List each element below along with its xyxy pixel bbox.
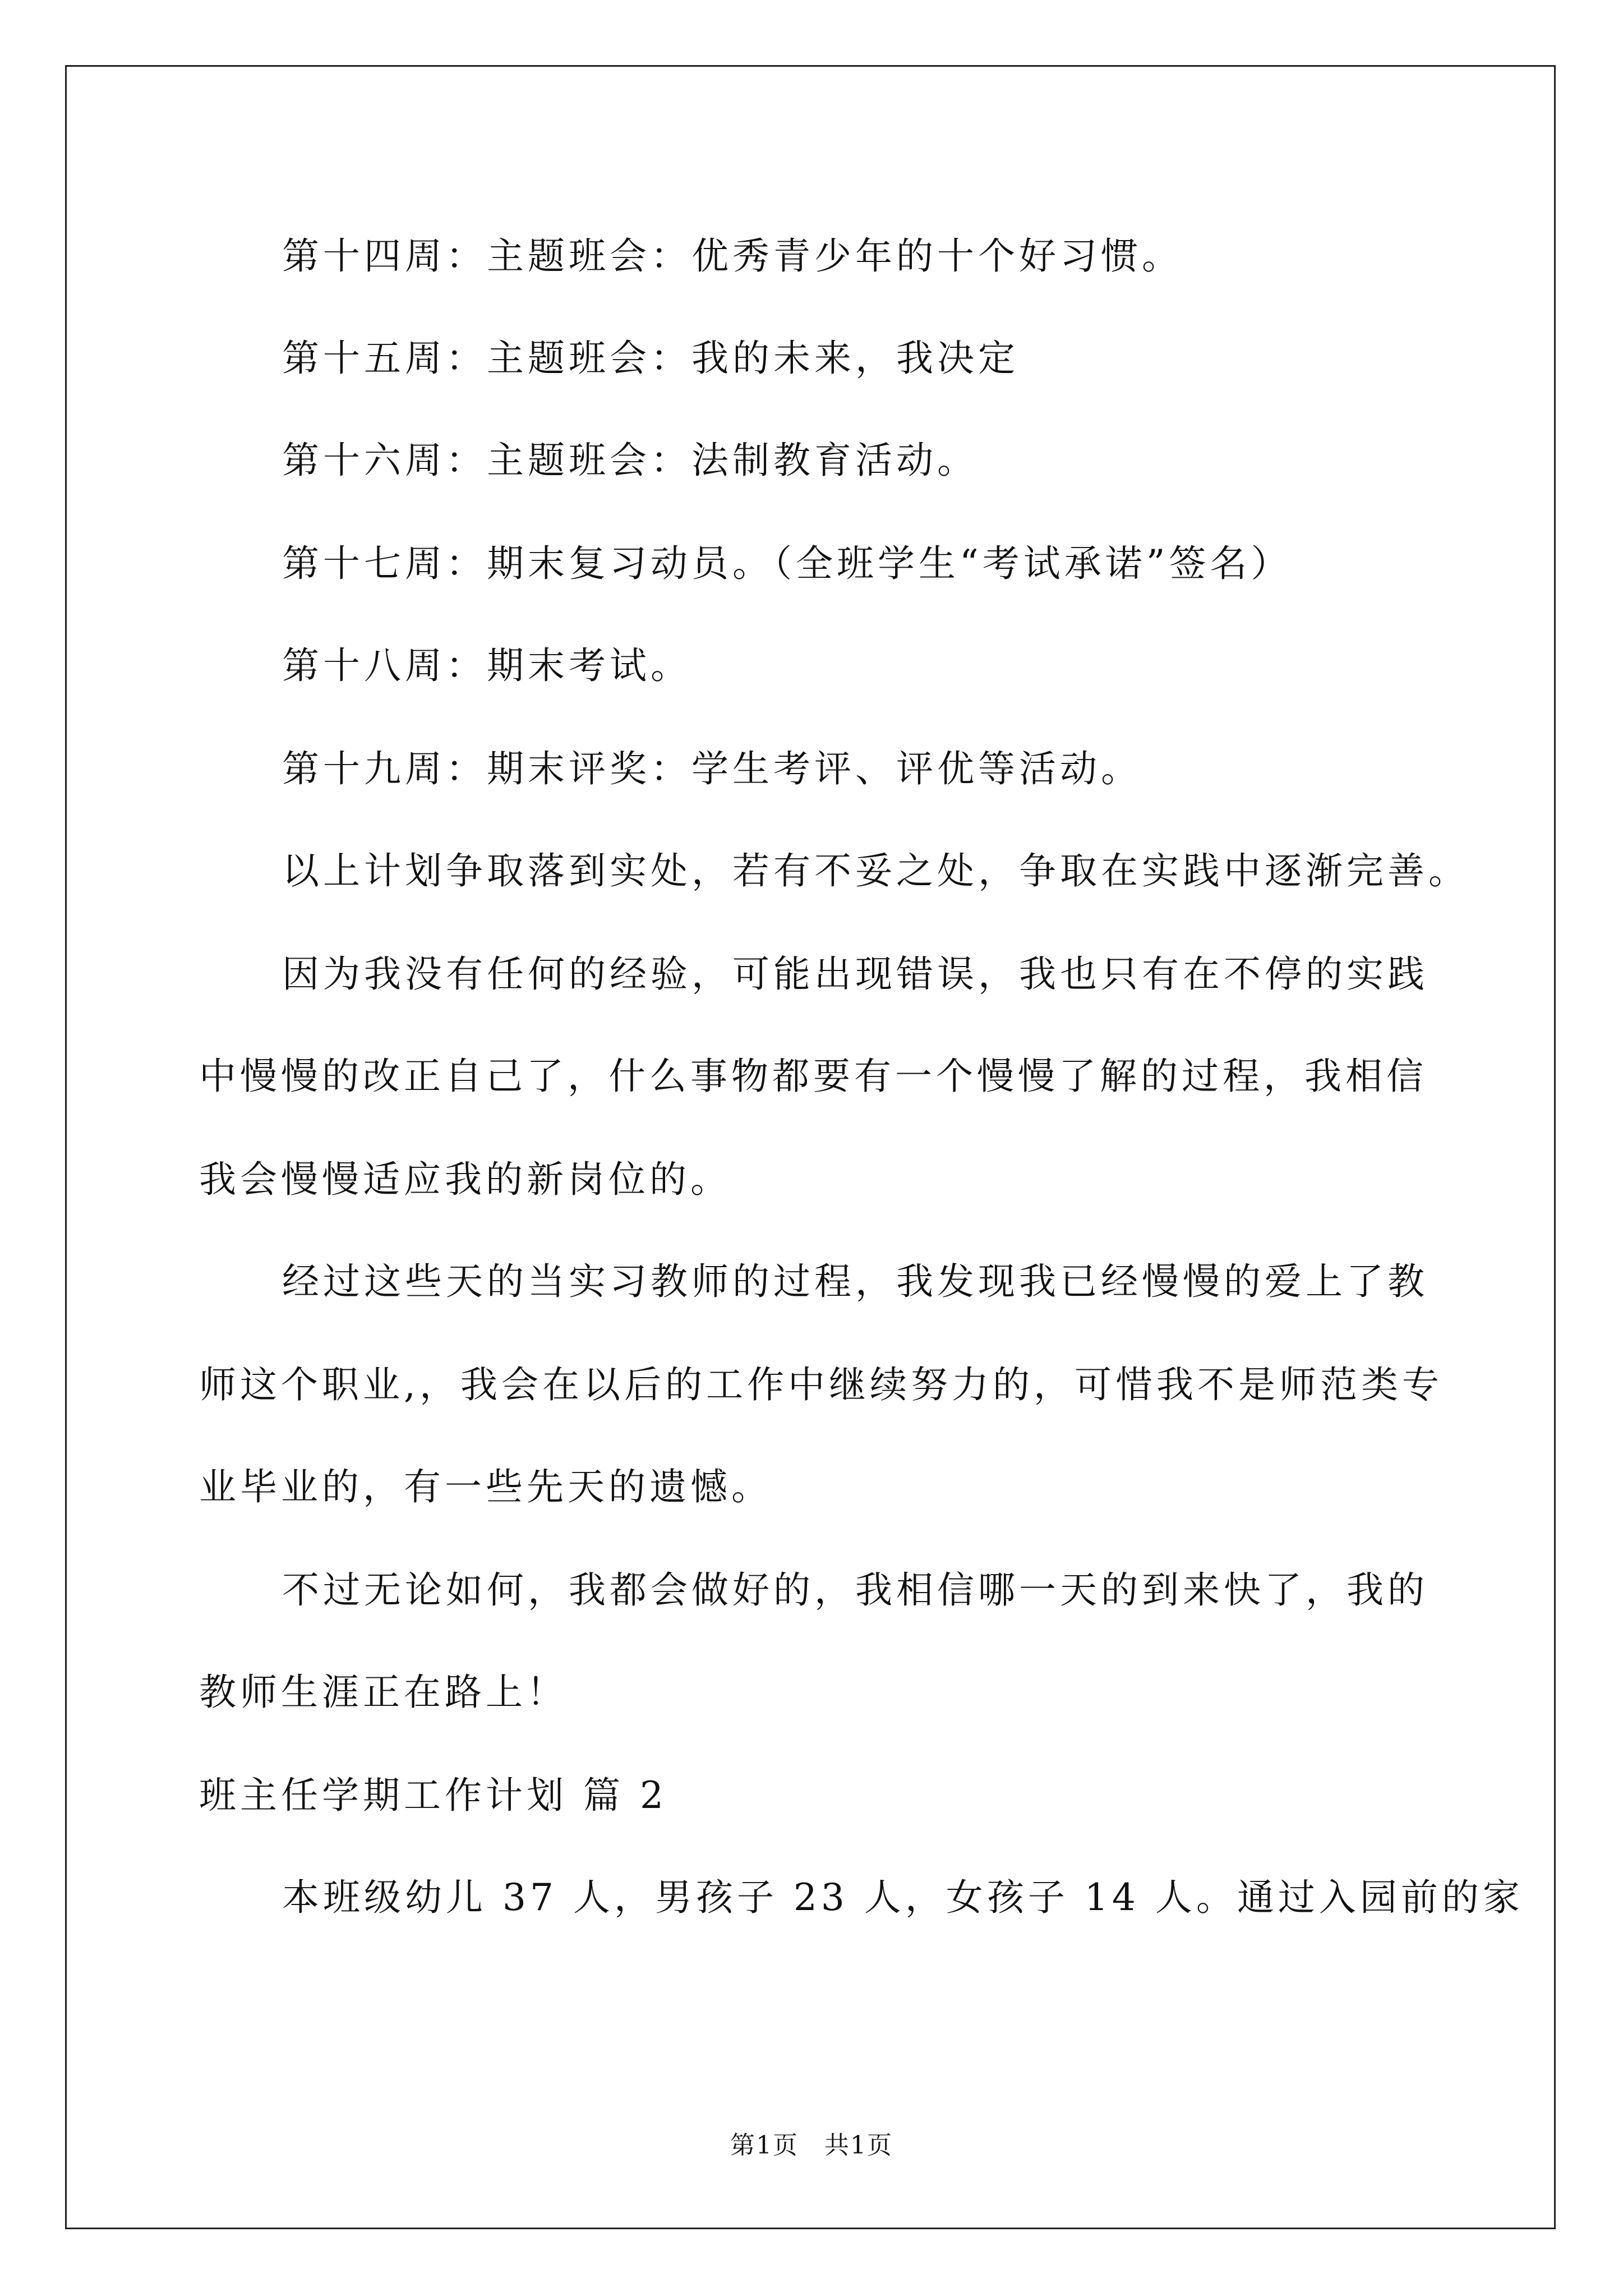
text-line-week-19: 第十九周：期末评奖：学生考评、评优等活动。 [282,747,1142,790]
page-footer: 第1页 共1页 [730,2131,893,2160]
text-line-week-14: 第十四周：主题班会：优秀青少年的十个好习惯。 [282,234,1183,278]
text-line-week-17: 第十七周：期末复习动员。（全班学生“考试承诺”签名） [282,542,1292,585]
section-heading: 班主任学期工作计划 篇 2 [199,1774,667,1817]
text-line-para3-1: 不过无论如何，我都会做好的，我相信哪一天的到来快了，我的 [282,1568,1428,1612]
text-line-plan-summary: 以上计划争取落到实处，若有不妥之处，争取在实践中逐渐完善。 [282,849,1469,892]
text-line-para2-3: 业毕业的，有一些先天的遗憾。 [199,1465,772,1508]
text-line-week-16: 第十六周：主题班会：法制教育活动。 [282,439,978,482]
text-line-week-18: 第十八周：期末考试。 [282,644,691,687]
text-line-para1-3: 我会慢慢适应我的新岗位的。 [199,1158,731,1201]
text-line-para2-2: 师这个职业,，我会在以后的工作中继续努力的，可惜我不是师范类专 [199,1363,1443,1406]
text-line-week-15: 第十五周：主题班会：我的未来，我决定 [282,337,1019,380]
text-line-para1-2: 中慢慢的改正自己了，什么事物都要有一个慢慢了解的过程，我相信 [199,1055,1427,1098]
text-line-para2-1: 经过这些天的当实习教师的过程，我发现我已经慢慢的爱上了教 [282,1260,1428,1303]
text-line-para3-2: 教师生涯正在路上！ [199,1671,568,1714]
text-line-class-info: 本班级幼儿 37 人，男孩子 23 人，女孩子 14 人。通过入园前的家 [282,1876,1524,1919]
text-line-para1-1: 因为我没有任何的经验，可能出现错误，我也只有在不停的实践 [282,953,1428,996]
